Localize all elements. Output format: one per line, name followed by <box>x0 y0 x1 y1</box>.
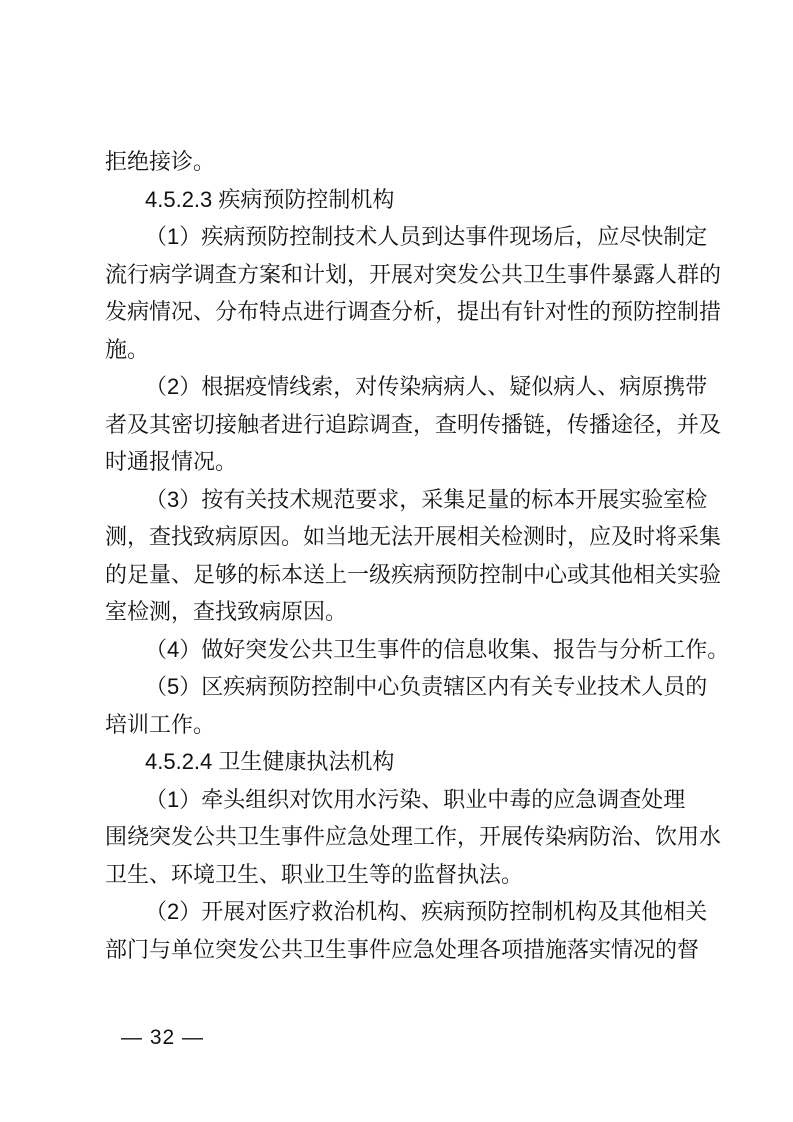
text-line: 4.5.2.3 疾病预防控制机构 <box>145 186 395 212</box>
text-line: 者及其密切接触者进行追踪调查，查明传播链，传播途径，并及 <box>105 411 722 437</box>
text-line: 时通报情况。 <box>105 449 238 474</box>
text-line: 围绕突发公共卫生事件应急处理工作，开展传染病防治、饮用水 <box>105 824 722 849</box>
text-line: （4）做好突发公共卫生事件的信息收集、报告与分析工作。 <box>145 636 730 662</box>
text-line: 的足量、足够的标本送上一级疾病预防控制中心或其他相关实验 <box>105 561 722 587</box>
text-line: 4.5.2.4 卫生健康执法机构 <box>145 749 395 774</box>
text-line: 拒绝接诊。 <box>105 149 216 174</box>
text-line: （1）疾病预防控制技术人员到达事件现场后，应尽快制定 <box>145 224 708 249</box>
text-line: 培训工作。 <box>105 711 216 737</box>
text-line: （2）根据疫情线索，对传染病病人、疑似病人、病原携带 <box>145 374 708 399</box>
text-line: 发病情况、分布特点进行调查分析，提出有针对性的预防控制措 <box>105 299 722 324</box>
text-line: （3）按有关技术规范要求，采集足量的标本开展实验室检 <box>145 486 708 512</box>
page-number: — 32 — <box>121 1026 205 1049</box>
text-line: （1）牵头组织对饮用水污染、职业中毒的应急调查处理 <box>145 786 686 812</box>
text-line: （2）开展对医疗救治机构、疾病预防控制机构及其他相关 <box>145 899 708 924</box>
text-line: 流行病学调查方案和计划，开展对突发公共卫生事件暴露人群的 <box>105 261 722 287</box>
text-line: 测，查找致病原因。如当地无法开展相关检测时，应及时将采集 <box>105 524 722 549</box>
text-line: 施。 <box>105 336 150 362</box>
body-text <box>105 143 730 968</box>
text-line: 卫生、环境卫生、职业卫生等的监督执法。 <box>105 861 524 887</box>
text-line: （5）区疾病预防控制中心负责辖区内有关专业技术人员的 <box>145 674 708 699</box>
text-line: 部门与单位突发公共卫生事件应急处理各项措施落实情况的督 <box>105 936 700 962</box>
text-line: 室检测，查找致病原因。 <box>105 599 348 624</box>
